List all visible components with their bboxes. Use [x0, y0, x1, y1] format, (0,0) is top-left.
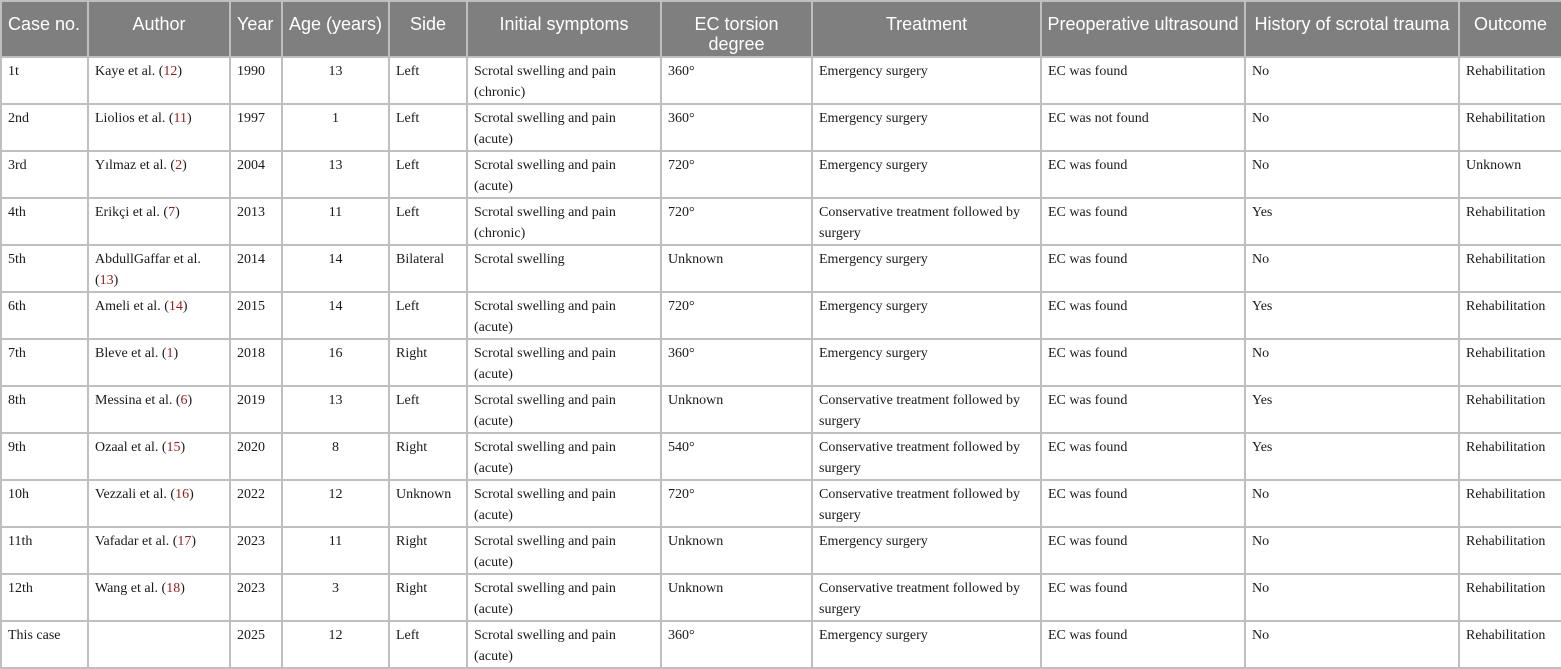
age-cell: 14	[282, 245, 389, 292]
ec-torsion-degree-cell: 720°	[661, 198, 812, 245]
table-row	[1, 104, 1561, 151]
year-cell: 2018	[230, 339, 282, 386]
age-cell: 12	[282, 480, 389, 527]
column-header-outcome: Outcome	[1459, 1, 1561, 57]
ec-torsion-degree-cell: 360°	[661, 621, 812, 668]
case-number-cell: 7th	[1, 339, 88, 386]
author-close-paren: )	[175, 205, 180, 220]
reference-link[interactable]: 15	[166, 440, 181, 455]
column-header-preoperative-ultrasound: Preoperative ultrasound	[1041, 1, 1245, 57]
side-cell: Bilateral	[389, 245, 467, 292]
author-cell	[88, 480, 230, 527]
treatment-cell: Conservative treatment followed by surgery	[812, 480, 1041, 527]
scrotal-trauma-history-cell: No	[1245, 151, 1459, 198]
ec-torsion-degree-cell: 360°	[661, 57, 812, 104]
ec-torsion-degree-cell: Unknown	[661, 527, 812, 574]
case-number-cell: 4th	[1, 198, 88, 245]
case-number-cell: 8th	[1, 386, 88, 433]
year-cell: 1997	[230, 104, 282, 151]
outcome-cell: Rehabilitation	[1459, 198, 1561, 245]
initial-symptoms-cell: Scrotal swelling and pain (acute)	[467, 151, 661, 198]
ec-torsion-degree-cell: Unknown	[661, 386, 812, 433]
treatment-cell: Conservative treatment followed by surgery	[812, 433, 1041, 480]
author-name: Messina et al. (	[95, 393, 181, 408]
reference-link[interactable]: 11	[173, 111, 188, 126]
table-row	[1, 527, 1561, 574]
author-close-paren: )	[180, 581, 185, 596]
treatment-cell: Conservative treatment followed by surgery	[812, 386, 1041, 433]
column-header-case-no: Case no.	[1, 1, 88, 57]
table-row	[1, 574, 1561, 621]
age-cell: 11	[282, 198, 389, 245]
age-cell: 3	[282, 574, 389, 621]
outcome-cell: Rehabilitation	[1459, 292, 1561, 339]
author-cell	[88, 386, 230, 433]
table-row	[1, 621, 1561, 668]
outcome-cell: Rehabilitation	[1459, 104, 1561, 151]
author-cell	[88, 198, 230, 245]
preoperative-ultrasound-cell: EC was found	[1041, 57, 1245, 104]
year-cell: 2013	[230, 198, 282, 245]
reference-link[interactable]: 13	[99, 273, 114, 288]
scrotal-trauma-history-cell: No	[1245, 574, 1459, 621]
column-header-treatment: Treatment	[812, 1, 1041, 57]
scrotal-trauma-history-cell: No	[1245, 245, 1459, 292]
author-cell	[88, 574, 230, 621]
author-name: Bleve et al. (	[95, 346, 167, 361]
outcome-cell: Rehabilitation	[1459, 433, 1561, 480]
author-cell	[88, 57, 230, 104]
side-cell: Right	[389, 339, 467, 386]
author-cell	[88, 104, 230, 151]
reference-link[interactable]: 1	[166, 346, 174, 361]
outcome-cell: Rehabilitation	[1459, 621, 1561, 668]
author-cell	[88, 527, 230, 574]
author-name: Ameli et al. (	[95, 299, 169, 314]
ec-torsion-degree-cell: Unknown	[661, 245, 812, 292]
scrotal-trauma-history-cell: No	[1245, 57, 1459, 104]
outcome-cell: Unknown	[1459, 151, 1561, 198]
year-cell: 2019	[230, 386, 282, 433]
scrotal-trauma-history-cell: No	[1245, 480, 1459, 527]
year-cell: 2025	[230, 621, 282, 668]
side-cell: Unknown	[389, 480, 467, 527]
author-name: Vezzali et al. (	[95, 487, 176, 502]
side-cell: Right	[389, 574, 467, 621]
column-header-initial-symptoms: Initial symptoms	[467, 1, 661, 57]
outcome-cell: Rehabilitation	[1459, 527, 1561, 574]
author-close-paren: )	[182, 299, 188, 314]
table-row	[1, 339, 1561, 386]
year-cell: 2015	[230, 292, 282, 339]
outcome-cell: Rehabilitation	[1459, 57, 1561, 104]
author-cell	[88, 433, 230, 480]
initial-symptoms-cell: Scrotal swelling and pain (acute)	[467, 574, 661, 621]
header-row	[1, 1, 1561, 57]
ec-torsion-degree-cell: 540°	[661, 433, 812, 480]
column-header-age: Age (years)	[282, 1, 389, 57]
side-cell: Left	[389, 104, 467, 151]
table-row	[1, 292, 1561, 339]
age-cell: 13	[282, 386, 389, 433]
treatment-cell: Emergency surgery	[812, 104, 1041, 151]
author-close-paren: )	[187, 111, 192, 126]
scrotal-trauma-history-cell: Yes	[1245, 292, 1459, 339]
author-close-paren: )	[187, 393, 193, 408]
author-cell	[88, 245, 230, 292]
column-header-history-of-scrotal-trauma: History of scrotal trauma	[1245, 1, 1459, 57]
side-cell: Right	[389, 527, 467, 574]
side-cell: Left	[389, 386, 467, 433]
preoperative-ultrasound-cell: EC was found	[1041, 386, 1245, 433]
column-header-ec-torsion-degree: EC torsion degree	[661, 1, 812, 57]
reference-link[interactable]: 7	[168, 205, 176, 220]
case-number-cell: 9th	[1, 433, 88, 480]
preoperative-ultrasound-cell: EC was found	[1041, 151, 1245, 198]
scrotal-trauma-history-cell: No	[1245, 104, 1459, 151]
preoperative-ultrasound-cell: EC was not found	[1041, 104, 1245, 151]
table-row	[1, 198, 1561, 245]
case-number-cell: 3rd	[1, 151, 88, 198]
outcome-cell: Rehabilitation	[1459, 339, 1561, 386]
outcome-cell: Rehabilitation	[1459, 574, 1561, 621]
author-close-paren: )	[177, 64, 183, 79]
initial-symptoms-cell: Scrotal swelling	[467, 245, 661, 292]
preoperative-ultrasound-cell: EC was found	[1041, 245, 1245, 292]
preoperative-ultrasound-cell: EC was found	[1041, 621, 1245, 668]
preoperative-ultrasound-cell: EC was found	[1041, 433, 1245, 480]
side-cell: Right	[389, 433, 467, 480]
preoperative-ultrasound-cell: EC was found	[1041, 527, 1245, 574]
year-cell: 2023	[230, 527, 282, 574]
author-name: Yılmaz et al. (	[95, 158, 176, 173]
outcome-cell: Rehabilitation	[1459, 386, 1561, 433]
author-close-paren: )	[189, 487, 194, 502]
scrotal-trauma-history-cell: Yes	[1245, 198, 1459, 245]
initial-symptoms-cell: Scrotal swelling and pain (acute)	[467, 292, 661, 339]
ec-torsion-degree-cell: 720°	[661, 151, 812, 198]
ec-torsion-degree-cell: Unknown	[661, 574, 812, 621]
author-cell	[88, 151, 230, 198]
reference-link[interactable]: 6	[180, 393, 188, 408]
author-close-paren: )	[180, 440, 186, 455]
age-cell: 16	[282, 339, 389, 386]
treatment-cell: Emergency surgery	[812, 527, 1041, 574]
year-cell: 2014	[230, 245, 282, 292]
case-number-cell: 10h	[1, 480, 88, 527]
author-close-paren: )	[191, 534, 197, 549]
age-cell: 12	[282, 621, 389, 668]
age-cell: 8	[282, 433, 389, 480]
age-cell: 13	[282, 151, 389, 198]
treatment-cell: Emergency surgery	[812, 292, 1041, 339]
scrotal-trauma-history-cell: Yes	[1245, 433, 1459, 480]
initial-symptoms-cell: Scrotal swelling and pain (acute)	[467, 104, 661, 151]
column-header-year: Year	[230, 1, 282, 57]
author-cell	[88, 292, 230, 339]
year-cell: 2022	[230, 480, 282, 527]
reference-link[interactable]: 17	[177, 534, 192, 549]
table-row	[1, 386, 1561, 433]
reference-link[interactable]: 2	[175, 158, 183, 173]
author-close-paren: )	[182, 158, 187, 173]
case-number-cell: 1t	[1, 57, 88, 104]
case-number-cell: 11th	[1, 527, 88, 574]
initial-symptoms-cell: Scrotal swelling and pain (acute)	[467, 386, 661, 433]
outcome-cell: Rehabilitation	[1459, 245, 1561, 292]
author-cell	[88, 339, 230, 386]
table-row	[1, 433, 1561, 480]
ec-torsion-degree-cell: 720°	[661, 292, 812, 339]
table-body	[1, 57, 1561, 668]
reference-link[interactable]: 14	[168, 299, 183, 314]
table-row	[1, 480, 1561, 527]
preoperative-ultrasound-cell: EC was found	[1041, 198, 1245, 245]
scrotal-trauma-history-cell: Yes	[1245, 386, 1459, 433]
ec-torsion-degree-cell: 360°	[661, 339, 812, 386]
initial-symptoms-cell: Scrotal swelling and pain (chronic)	[467, 198, 661, 245]
initial-symptoms-cell: Scrotal swelling and pain (acute)	[467, 433, 661, 480]
column-header-author: Author	[88, 1, 230, 57]
case-number-cell: 5th	[1, 245, 88, 292]
age-cell: 11	[282, 527, 389, 574]
year-cell: 1990	[230, 57, 282, 104]
initial-symptoms-cell: Scrotal swelling and pain (acute)	[467, 480, 661, 527]
table-row	[1, 57, 1561, 104]
author-name: Wang et al. (	[95, 581, 167, 596]
outcome-cell: Rehabilitation	[1459, 480, 1561, 527]
reference-link[interactable]: 12	[163, 64, 178, 79]
age-cell: 1	[282, 104, 389, 151]
table-row	[1, 245, 1561, 292]
scrotal-trauma-history-cell: No	[1245, 527, 1459, 574]
initial-symptoms-cell: Scrotal swelling and pain (acute)	[467, 621, 661, 668]
author-name: Erikçi et al. (	[95, 205, 169, 220]
initial-symptoms-cell: Scrotal swelling and pain (acute)	[467, 339, 661, 386]
author-close-paren: )	[113, 273, 119, 288]
preoperative-ultrasound-cell: EC was found	[1041, 292, 1245, 339]
preoperative-ultrasound-cell: EC was found	[1041, 574, 1245, 621]
side-cell: Left	[389, 198, 467, 245]
author-name: Kaye et al. (	[95, 64, 164, 79]
scrotal-trauma-history-cell: No	[1245, 339, 1459, 386]
treatment-cell: Emergency surgery	[812, 151, 1041, 198]
year-cell: 2020	[230, 433, 282, 480]
reference-link[interactable]: 16	[175, 487, 190, 502]
case-number-cell: 2nd	[1, 104, 88, 151]
age-cell: 13	[282, 57, 389, 104]
table-row	[1, 151, 1561, 198]
initial-symptoms-cell: Scrotal swelling and pain (acute)	[467, 527, 661, 574]
treatment-cell: Emergency surgery	[812, 57, 1041, 104]
ec-torsion-degree-cell: 360°	[661, 104, 812, 151]
author-name: Vafadar et al. (	[95, 534, 178, 549]
scrotal-trauma-history-cell: No	[1245, 621, 1459, 668]
treatment-cell: Emergency surgery	[812, 339, 1041, 386]
initial-symptoms-cell: Scrotal swelling and pain (chronic)	[467, 57, 661, 104]
ec-torsion-degree-cell: 720°	[661, 480, 812, 527]
case-number-cell: This case	[1, 621, 88, 668]
author-name: Liolios et al. (	[95, 111, 174, 126]
preoperative-ultrasound-cell: EC was found	[1041, 339, 1245, 386]
side-cell: Left	[389, 151, 467, 198]
author-cell	[88, 621, 230, 668]
side-cell: Left	[389, 292, 467, 339]
treatment-cell: Emergency surgery	[812, 621, 1041, 668]
treatment-cell: Emergency surgery	[812, 245, 1041, 292]
author-close-paren: )	[173, 346, 179, 361]
case-number-cell: 12th	[1, 574, 88, 621]
side-cell: Left	[389, 57, 467, 104]
treatment-cell: Conservative treatment followed by surgery	[812, 574, 1041, 621]
reference-link[interactable]: 18	[166, 581, 181, 596]
column-header-side: Side	[389, 1, 467, 57]
author-name: AbdullGaffar et al. (	[95, 252, 201, 288]
treatment-cell: Conservative treatment followed by surgery	[812, 198, 1041, 245]
year-cell: 2004	[230, 151, 282, 198]
preoperative-ultrasound-cell: EC was found	[1041, 480, 1245, 527]
age-cell: 14	[282, 292, 389, 339]
author-name: Ozaal et al. (	[95, 440, 167, 455]
side-cell: Left	[389, 621, 467, 668]
case-number-cell: 6th	[1, 292, 88, 339]
year-cell: 2023	[230, 574, 282, 621]
